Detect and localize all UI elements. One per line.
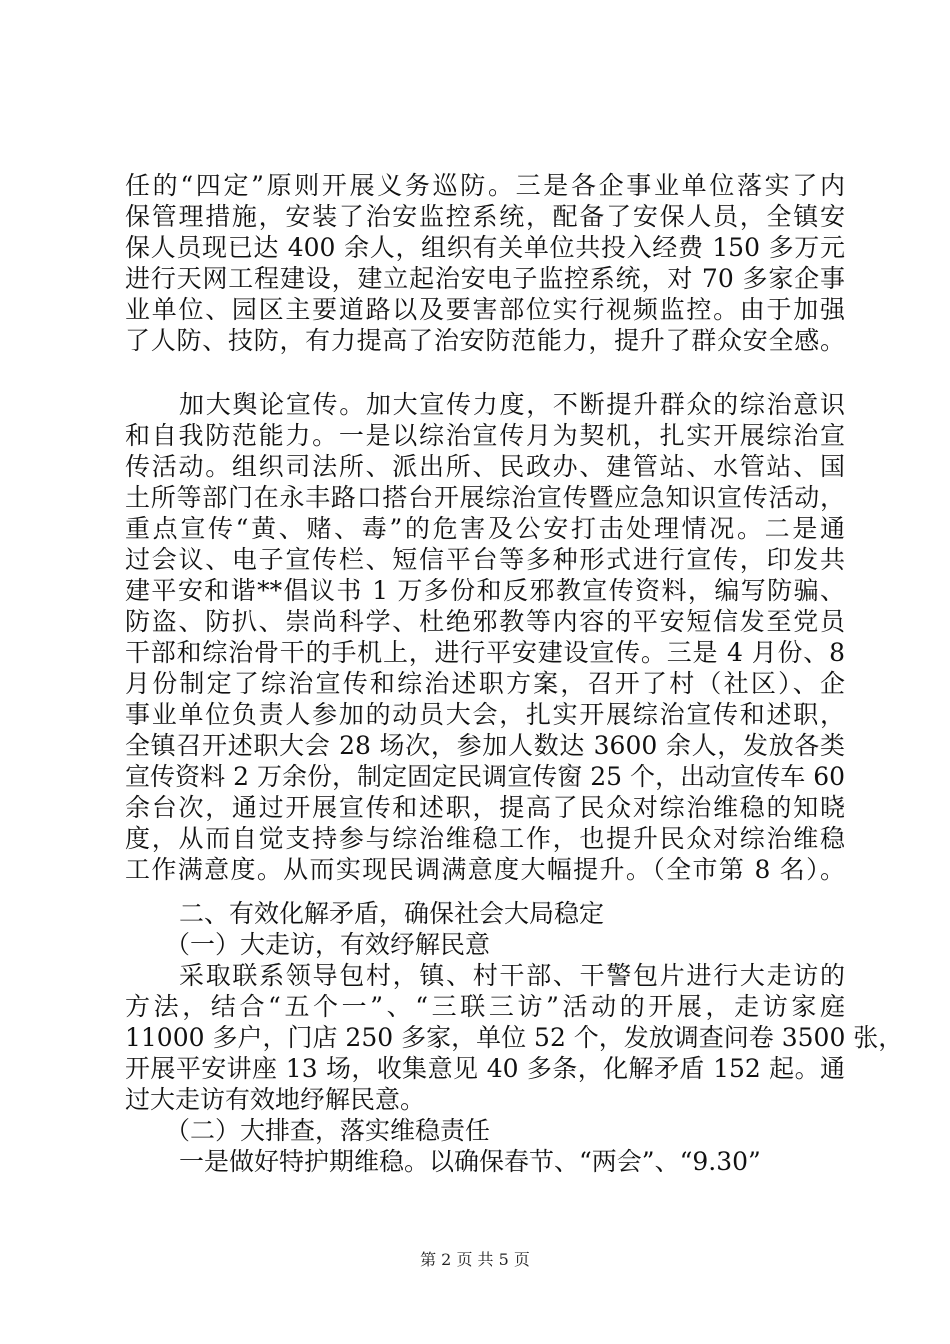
text-line: 建平安和谐**倡议书 1 万多份和反邪教宣传资料，编写防骗、 <box>125 576 845 605</box>
text-line: 一是做好特护期维稳。以确保春节、“两会”、“9.30” <box>179 1147 761 1176</box>
text-line: 度，从而自觉支持参与综治维稳工作，也提升民众对综治维稳 <box>125 824 845 853</box>
text-line: 采取联系领导包村，镇、村干部、干警包片进行大走访的 <box>179 961 845 990</box>
text-line: 防盗、防扒、崇尚科学、杜绝邪教等内容的平安短信发至党员 <box>125 607 845 636</box>
text-line: 月份制定了综治宣传和综治述职方案，召开了村（社区）、企 <box>125 669 845 698</box>
text-line: 开展平安讲座 13 场，收集意见 40 多条，化解矛盾 152 起。通 <box>125 1054 845 1083</box>
text-line: 余台次，通过开展宣传和述职，提高了民众对综治维稳的知晓 <box>125 793 845 822</box>
text-line: 传活动。组织司法所、派出所、民政办、建管站、水管站、国 <box>125 452 845 481</box>
text-line: 业单位、园区主要道路以及要害部位实行视频监控。由于加强 <box>125 295 845 324</box>
text-line: 工作满意度。从而实现民调满意度大幅提升。（全市第 8 名）。 <box>125 855 845 884</box>
text-line: 保管理措施，安装了治安监控系统，配备了安保人员，全镇安 <box>125 202 845 231</box>
text-line: 和自我防范能力。一是以综治宣传月为契机，扎实开展综治宣 <box>125 421 845 450</box>
paragraph-visits <box>125 960 904 1115</box>
text-line: 事业单位负责人参加的动员大会，扎实开展综治宣传和述职， <box>125 700 845 729</box>
text-line: 过会议、电子宣传栏、短信平台等多种形式进行宣传，印发共 <box>125 545 845 574</box>
sub-heading-text: （二）大排查，落实维稳责任 <box>165 1116 491 1145</box>
sub-heading-text: （一）大走访，有效纾解民意 <box>165 930 491 959</box>
text-line: 加大舆论宣传。加大宣传力度，不断提升群众的综治意识 <box>179 390 845 419</box>
text-line: 重点宣传“黄、赌、毒”的危害及公安打击处理情况。二是通 <box>125 514 845 543</box>
text-line: 土所等部门在永丰路口搭台开展综治宣传暨应急知识宣传活动， <box>125 483 845 512</box>
text-line: 方法，结合“五个一”、“三联三访”活动的开展，走访家庭 <box>125 992 845 1021</box>
paragraph-publicity <box>125 389 845 885</box>
text-line: 11000 多户，门店 250 多家，单位 52 个，发放调查问卷 3500 张， <box>125 1023 904 1052</box>
page-footer: 第 2 页 共 5 页 <box>420 1250 530 1269</box>
text-line: 任的“四定”原则开展义务巡防。三是各企事业单位落实了内 <box>125 171 845 200</box>
text-line: 进行天网工程建设，建立起治安电子监控系统，对 70 多家企事 <box>125 264 845 293</box>
text-line: 全镇召开述职大会 28 场次，参加人数达 3600 余人，发放各类 <box>125 731 845 760</box>
section-heading-text: 二、有效化解矛盾，确保社会大局稳定 <box>179 899 605 928</box>
text-line: 了人防、技防，有力提高了治安防范能力，提升了群众安全感。 <box>125 326 845 355</box>
paragraph-security-measures <box>125 170 845 356</box>
section-heading <box>125 898 845 929</box>
sub-heading-investigation <box>125 1115 845 1146</box>
sub-heading-visits <box>125 929 845 960</box>
text-line: 过大走访有效地纾解民意。 <box>125 1085 426 1114</box>
text-line: 干部和综治骨干的手机上，进行平安建设宣传。三是 4 月份、8 <box>125 638 845 667</box>
text-line: 保人员现已达 400 余人，组织有关单位共投入经费 150 多万元 <box>125 233 845 262</box>
text-line: 宣传资料 2 万余份，制定固定民调宣传窗 25 个，出动宣传车 60 <box>125 762 845 791</box>
paragraph-stability <box>125 1146 845 1177</box>
